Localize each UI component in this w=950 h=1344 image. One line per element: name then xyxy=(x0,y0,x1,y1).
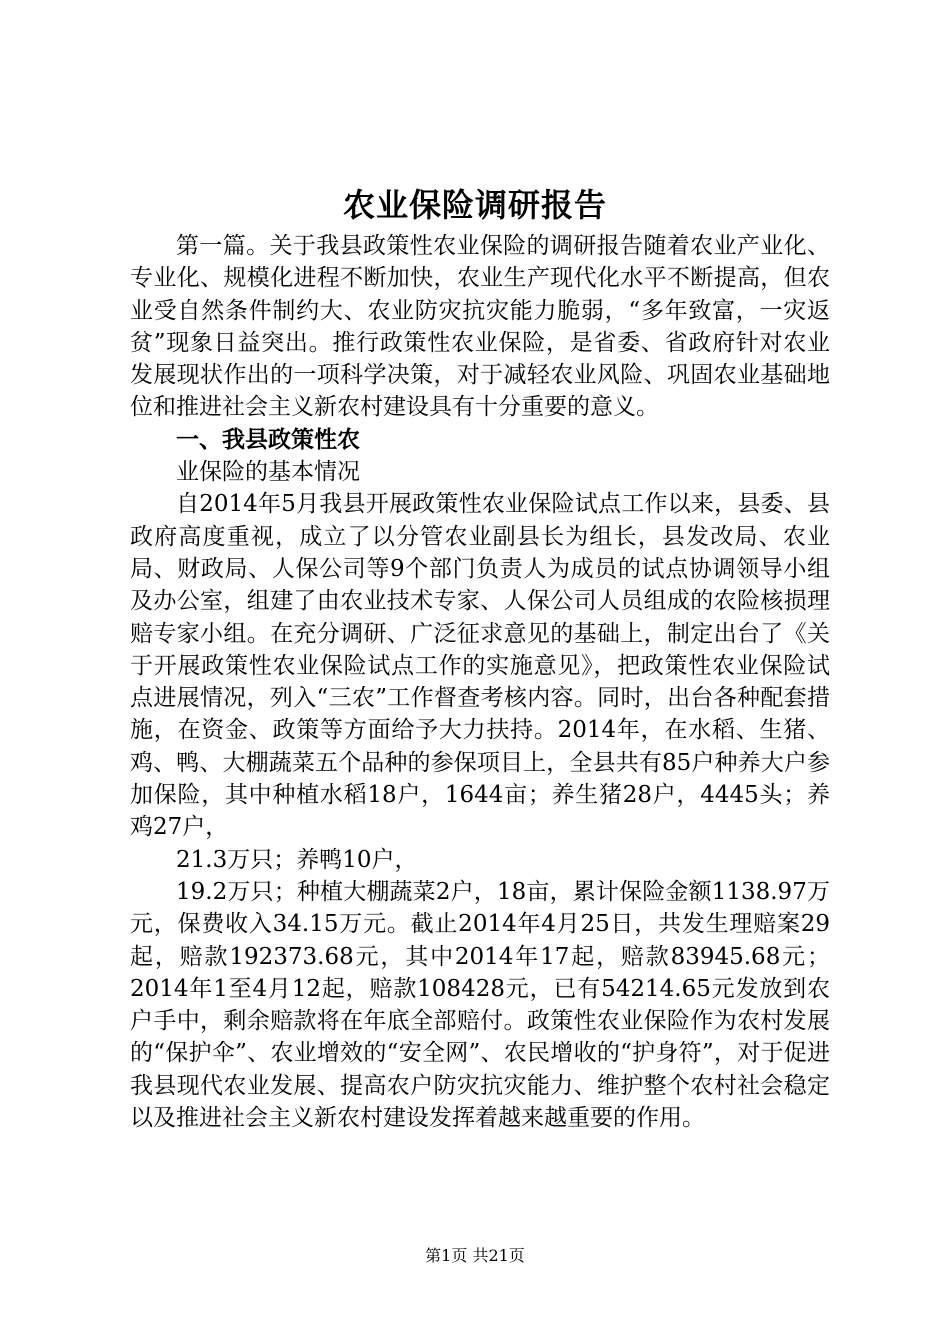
page-footer: 第1页 共21页 xyxy=(425,1246,525,1265)
intro-paragraph: 第一篇。关于我县政策性农业保险的调研报告随着农业产业化、专业化、规模化进程不断加快，农业生产现代化水平不断提高，但农业受自然条件制约大、农业防灾抗灾能力脆弱，“多年致富，一灾返贫”现象日益突出。推行政策性农业保险，是省委、省政府针对农业发展现状作出的一项科学决策，对于减轻农业风险、巩固农业基础地位和推进社会主义新农村建设具有十分重要的意义。 xyxy=(130,233,830,421)
body-paragraph: 自2014年5月我县开展政策性农业保险试点工作以来，县委、县政府高度重视，成立了以分管农业副县长为组长，县发改局、农业局、财政局、人保公司等9个部门负责人为成员的试点协调领导小组及办公室，组建了由农业技术专家、人保公司人员组成的农险核损理赔专家小组。在充分调研、广泛征求意见的基础上，制定出台了《关于开展政策性农业保险试点工作的实施意见》，把政策性农业保险试点进展情况，列入“三农”工作督查考核内容。同时，出台各种配套措施，在资金、政策等方面给予大力扶持。2014年，在水稻、生猪、鸡、鸭、大棚蔬菜五个品种的参保项目上，全县共有85户种养大户参加保险，其中种植水稻18户，1644亩；养生猪28户，4445头；养鸡27户， xyxy=(130,491,830,841)
section-heading-continuation: 业保险的基本情况 xyxy=(176,459,360,486)
body-paragraph: 21.3万只；养鸭10户， xyxy=(176,846,418,873)
section-heading: 一、我县政策性农 xyxy=(176,425,360,453)
document-body xyxy=(130,230,830,1134)
document-title: 农业保险调研报告 xyxy=(342,186,607,224)
body-paragraph: 19.2万只；种植大棚蔬菜2户，18亩，累计保险金额1138.97万元，保费收入34.15万元。截止2014年4月25日，共发生理赔案29起，赔款192373.68元，其中2014年17起，赔款83945.68元；2014年1至4月12起，赔款108428元，已有54214.65元发放到农户手中，剩余赔款将在年底全部赔付。政策性农业保险作为农村发展的“保护伞”、农业增效的“安全网”、农民增收的“护身符”，对于促进我县现代农业发展、提高农户防灾抗灾能力、维护整个农村社会稳定以及推进社会主义新农村建设发挥着越来越重要的作用。 xyxy=(130,878,830,1132)
